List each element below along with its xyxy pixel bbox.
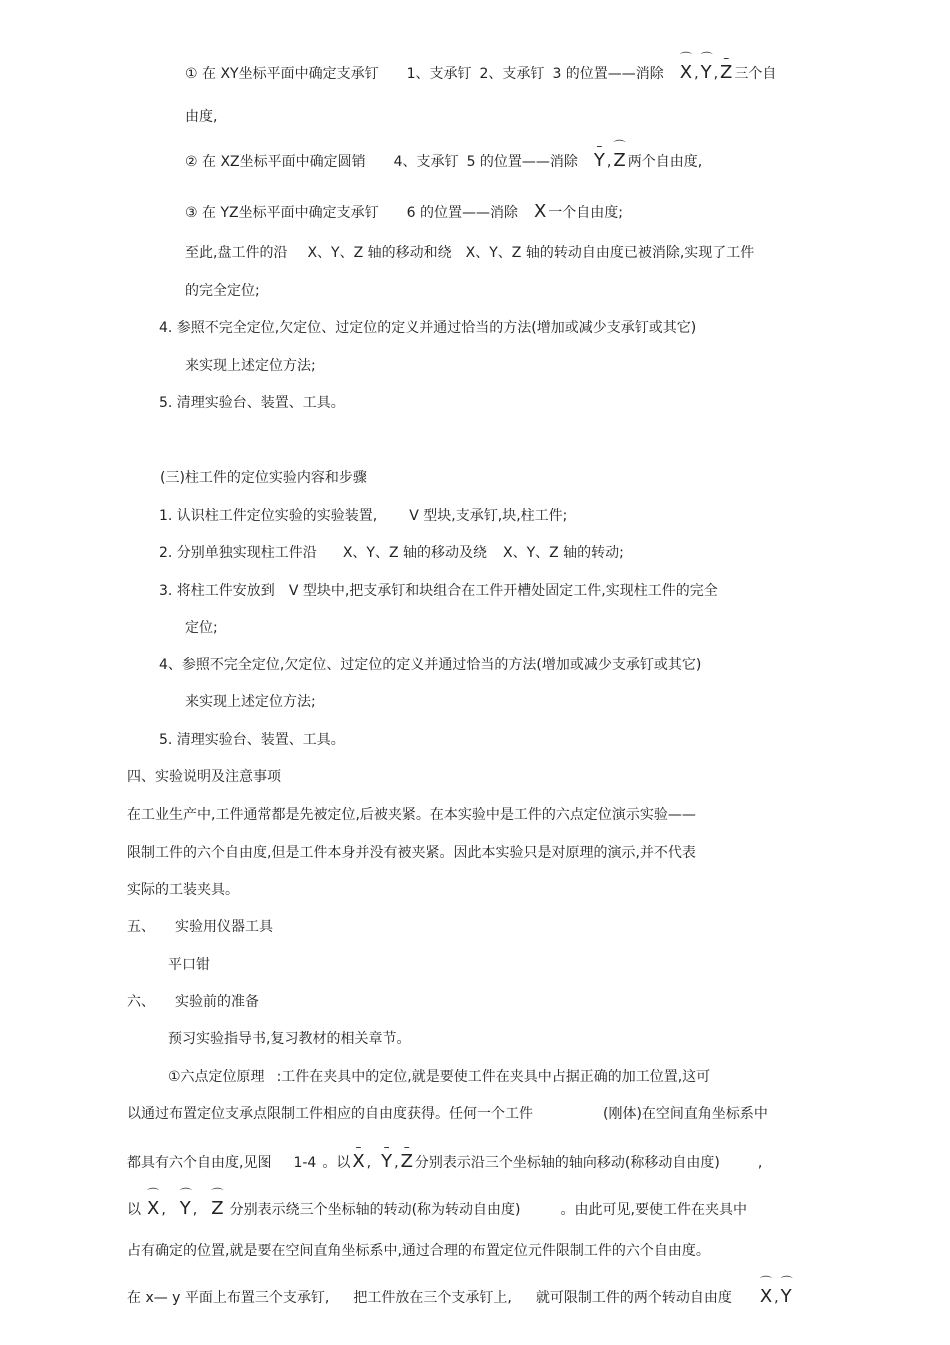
text-line: 预习实验指导书,复习教材的相关章节。: [168, 1031, 411, 1047]
math-symbol: – Z: [720, 51, 733, 83]
step-text: 三个自: [734, 66, 777, 82]
paragraph-line: 以通过布置定位支承点限制工件相应的自由度获得。任何一个工件 (刚体)在空间直角坐标系中: [127, 1106, 768, 1122]
math-symbol: – X: [352, 1140, 365, 1172]
paragraph-line: ①六点定位原理 :工件在夹具中的定位,就是要使工件在夹具中占据正确的加工位置,这可: [168, 1069, 711, 1085]
paragraph-line: 实际的工装夹具。: [127, 882, 239, 898]
section-heading: 四、实验说明及注意事项: [127, 769, 281, 785]
math-symbol: ⌒ Z: [211, 1187, 224, 1219]
paragraph-line: 都具有六个自由度,见图 1-4 。以 – X , – Y , – Z 分别表示沿三个坐标轴的轴向移动(称移动自由度) ,: [127, 1140, 763, 1172]
list-item: 4、参照不完全定位,欠定位、过定位的定义并通过恰当的方法(增加或减少支承钉或其它): [159, 657, 702, 673]
math-symbol: ⌒ Y: [179, 1187, 192, 1219]
math-symbol: ⌒ X: [679, 51, 693, 83]
step-text: 2、支承钉: [479, 66, 545, 82]
math-symbol: ⌒ Y: [780, 1275, 793, 1307]
text-line: 的完全定位;: [185, 283, 260, 299]
text-line: 来实现上述定位方法;: [185, 358, 316, 374]
section-heading: 六、 实验前的准备: [127, 994, 259, 1010]
paragraph-line: 在 x— y 平面上布置三个支承钉, 把工件放在三个支承钉上, 就可限制工件的两个转动自由度 ⌒ X , ⌒ Y: [127, 1275, 793, 1307]
paragraph-line: 占有确定的位置,就是要在空间直角坐标系中,通过合理的布置定位元件限制工件的六个自由度。: [127, 1243, 710, 1259]
math-symbol: X: [533, 201, 547, 222]
text-line: 来实现上述定位方法;: [185, 694, 316, 710]
math-symbol: – Y: [593, 139, 605, 171]
list-item: 4. 参照不完全定位,欠定位、过定位的定义并通过恰当的方法(增加或减少支承钉或其它): [159, 320, 697, 336]
step-text: ① 在 XY坐标平面中确定支承钉: [185, 66, 379, 82]
step-3-1-line: ① 在 XY坐标平面中确定支承钉 1、支承钉 2、支承钉 3 的位置——消除 ⌒ X , ⌒ Y , – Z 三个自: [185, 51, 777, 83]
math-symbol: ⌒ X: [759, 1275, 773, 1307]
math-symbol: – Z: [400, 1140, 413, 1172]
text-line: 至此,盘工件的沿 X、Y、Z 轴的移动和绕 X、Y、Z 轴的转动自由度已被消除,实现了工件: [185, 245, 755, 261]
text-line: 定位;: [185, 620, 218, 636]
paragraph-line: 在工业生产中,工件通常都是先被定位,后被夹紧。在本实验中是工件的六点定位演示实验——: [127, 807, 696, 823]
step-3-2-line: ② 在 XZ坐标平面中确定圆销 4、支承钉 5 的位置——消除 – Y , ⌒ Z 两个自由度,: [185, 139, 703, 171]
section-heading: 五、 实验用仪器工具: [127, 919, 273, 935]
text-line: 平口钳: [168, 957, 210, 973]
step-text: 1、支承钉: [406, 66, 472, 82]
text-line: 由度,: [185, 109, 218, 125]
paragraph-line: 限制工件的六个自由度,但是工件本身并没有被夹紧。因此本实验只是对原理的演示,并不代表: [127, 845, 696, 861]
list-item: 5. 清理实验台、装置、工具。: [159, 732, 345, 748]
list-item: 5. 清理实验台、装置、工具。: [159, 395, 345, 411]
list-item: 1. 认识柱工件定位实验的实验装置, V 型块,支承钉,块,柱工件;: [159, 508, 568, 524]
math-symbol: – Y: [381, 1140, 393, 1172]
math-symbol: ⌒ Z: [613, 139, 626, 171]
math-symbol: ⌒ Y: [700, 51, 713, 83]
step-text: 3 的位置——消除: [552, 66, 664, 82]
list-item: 2. 分别单独实现柱工件沿 X、Y、Z 轴的移动及绕 X、Y、Z 轴的转动;: [159, 545, 624, 561]
step-3-3-line: ③ 在 YZ坐标平面中确定支承钉 6 的位置——消除 X 一个自由度;: [185, 201, 624, 222]
paragraph-line: 以 ⌒ X , ⌒ Y , ⌒ Z 分别表示绕三个坐标轴的转动(称为转动自由度) 。由此可见,要使工件在夹具中: [127, 1187, 747, 1219]
list-item: 3. 将柱工件安放到 V 型块中,把支承钉和块组合在工件开槽处固定工件,实现柱工件的完全: [159, 583, 718, 599]
math-symbol: ⌒ X: [147, 1187, 160, 1219]
section-heading: (三)柱工件的定位实验内容和步骤: [160, 470, 367, 486]
